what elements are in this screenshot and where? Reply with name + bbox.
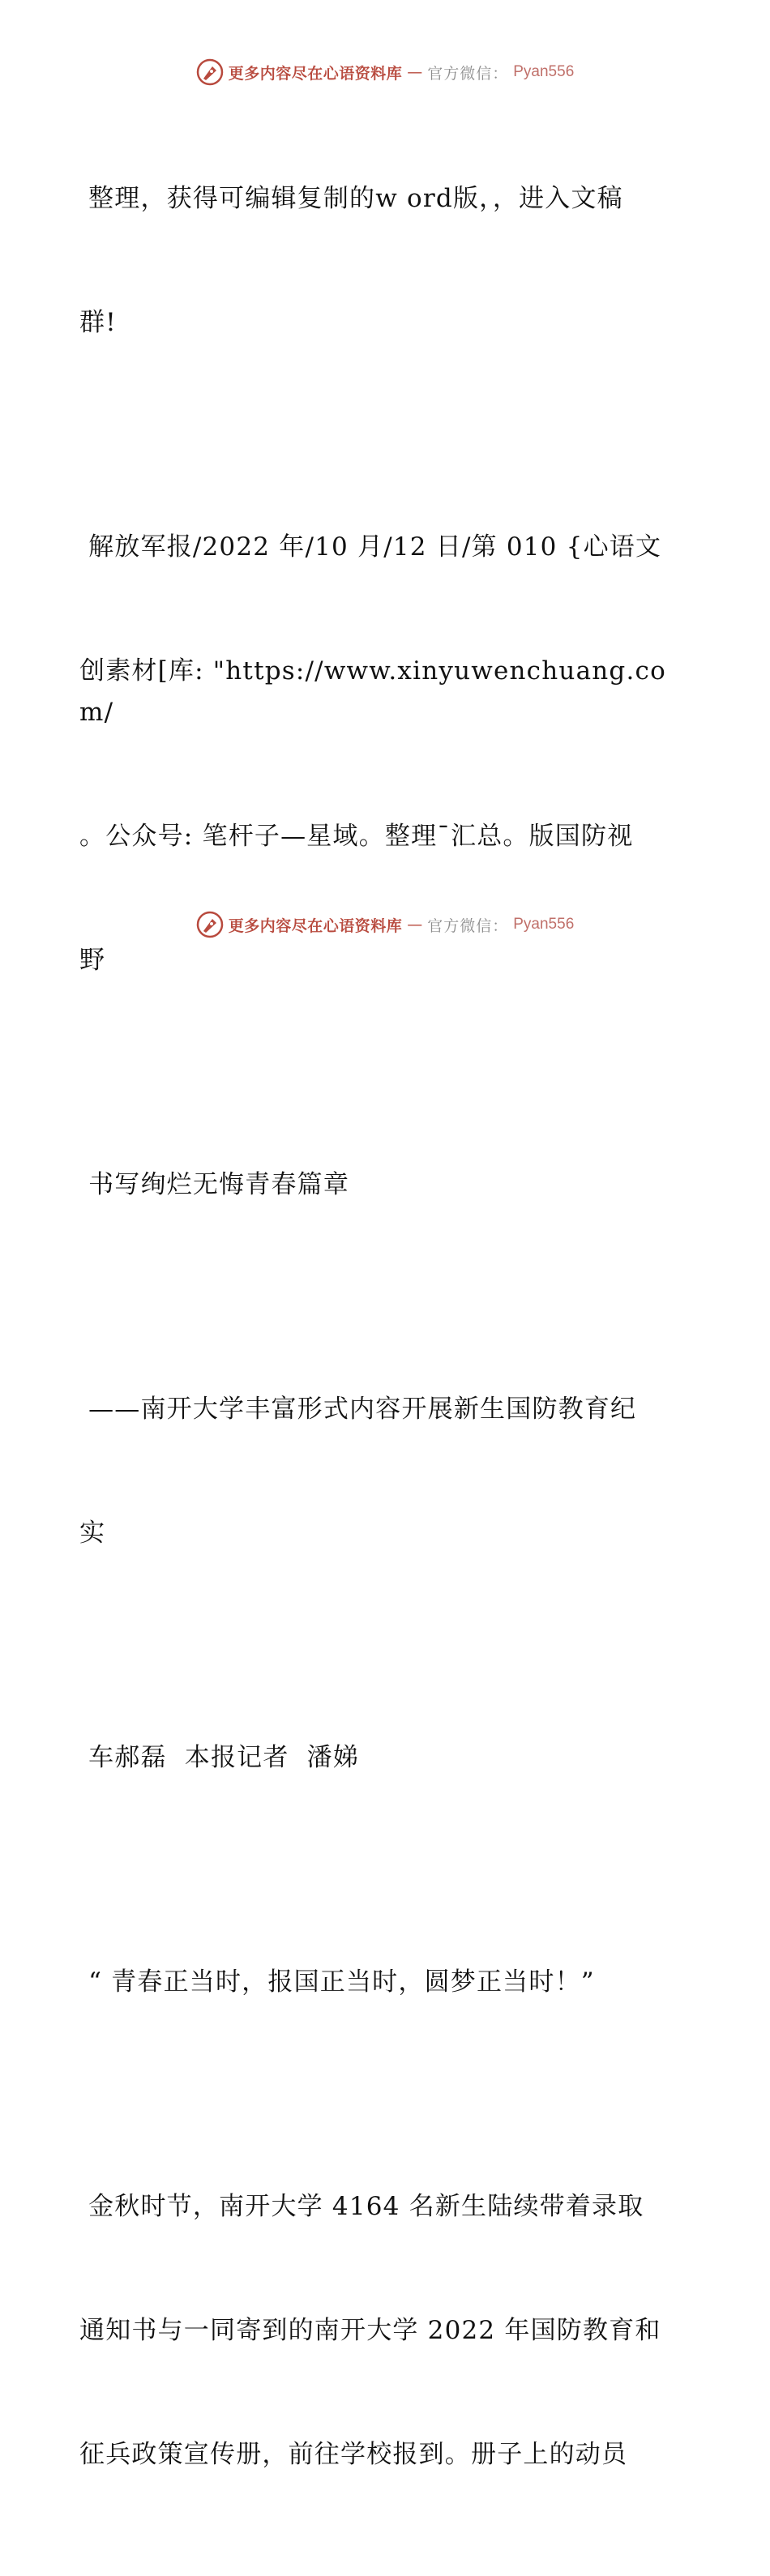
text-line: 野 xyxy=(79,946,106,975)
text-line: 车郝磊 本报记者 潘娣 xyxy=(79,1743,360,1772)
watermark-brand-text: 更多内容尽在心语资料库 xyxy=(228,64,403,83)
text-line: 解放军报/2022 年/10 月/12 日/第 010 {心语文 xyxy=(79,532,662,562)
footer-watermark xyxy=(0,911,770,938)
text-line: 创素材[库: "https://www.xinyuwenchuang.com/ xyxy=(79,656,666,727)
paragraph-intro xyxy=(79,96,695,426)
text-line: “ 青春正当时，报国正当时，圆梦正当时！” xyxy=(79,1967,595,1997)
text-line: 金秋时节，南开大学 4164 名新生陆续带着录取 xyxy=(79,2192,644,2221)
document-body xyxy=(79,96,695,2576)
watermark-contact-label: 官方微信： xyxy=(427,64,509,83)
pen-nib-logo-icon xyxy=(196,911,224,938)
article-byline xyxy=(79,1655,695,1861)
watermark-brand-text: 更多内容尽在心语资料库 xyxy=(228,916,403,935)
header-watermark xyxy=(0,58,770,86)
text-line: 征兵政策宣传册，前往学校报到。册子上的动员 xyxy=(79,2440,628,2469)
watermark-contact-id: Pyan556 xyxy=(513,63,575,80)
text-line: 实 xyxy=(79,1519,106,1548)
paragraph-source xyxy=(79,444,695,1064)
watermark-separator: — xyxy=(407,916,423,933)
text-line: 通知书与一同寄到的南开大学 2022 年国防教育和 xyxy=(79,2316,661,2345)
pen-nib-logo-icon xyxy=(196,58,224,86)
text-line: ——南开大学丰富形式内容开展新生国防教育纪 xyxy=(79,1395,637,1424)
watermark-contact-id: Pyan556 xyxy=(513,916,575,933)
text-line: 群! xyxy=(79,308,117,337)
text-line: 整理，获得可编辑复制的w ord版，，进入文稿 xyxy=(79,184,623,213)
watermark-contact-label: 官方微信： xyxy=(427,916,509,935)
article-subtitle xyxy=(79,1306,695,1637)
article-title xyxy=(79,1082,695,1288)
text-line: 书写绚烂无悔青春篇章 xyxy=(79,1170,350,1199)
article-quote xyxy=(79,1879,695,2086)
article-paragraph xyxy=(79,2104,695,2558)
text-line: 。公众号: 笔杆子—星域。整理¯汇总。版国防视 xyxy=(79,822,634,851)
watermark-separator: — xyxy=(407,63,423,81)
